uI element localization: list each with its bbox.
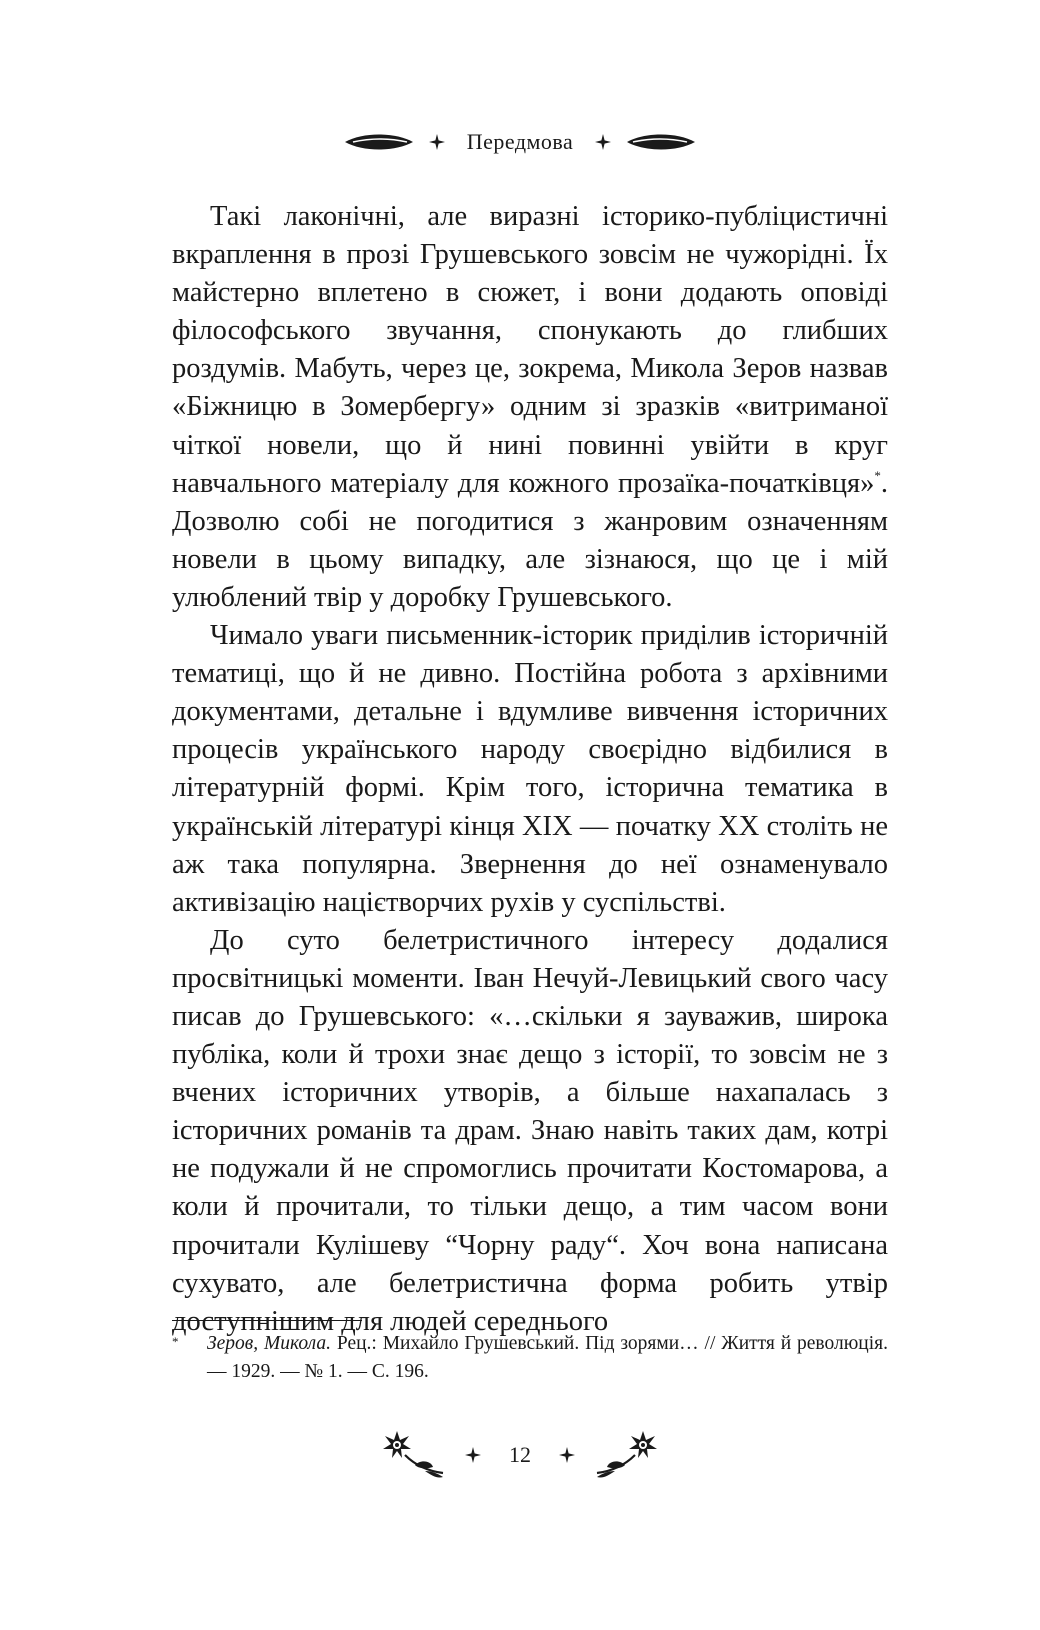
flower-sprig-icon [593,1429,659,1481]
running-header-title: Передмова [466,129,574,154]
footnote-citation: Рец.: Михайло Грушевський. Під зорями… // Життя й революція. — 1929. — № 1. — С. 196. [207,1333,888,1382]
footnote-text [207,1330,888,1386]
star-icon [559,1447,575,1463]
paragraph: Чимало уваги письменник-історик приділив історичній тематиці, що й не дивно. Постійна робота з архівними документами, детальне і вдумливе вивчення історичних процесів українського народу своєрідно відбилися в літературній формі. Крім того, історична тематика в українській літературі кінця XIX — початку XX століть не аж така популярна. Звернення до неї ознаменувало активізацію націєтворчих рухів у суспільстві. [172,620,888,918]
footnote-author: Зеров, Микола. [207,1333,332,1354]
running-header [0,120,1040,164]
flower-sprig-icon [381,1429,447,1481]
leaf-ornament-icon [625,131,697,153]
leaf-ornament-icon [343,131,415,153]
paragraph: До суто белетристичного інтересу додалися просвітницькі моменти. Іван Нечуй-Левицький свого часу писав до Грушевського: «…скільки я зауважив, широка публіка, коли й трохи знає дещо з історії, то зовсім не з вчених історичних утворів, а більше нахапалась з історичних романів та драм. Знаю навіть таких дам, котрі не подужали й не спромоглись прочитати Костомарова, а коли й прочитали, то тільки дещо, а тим часом вони прочитали Кулішеву “Чорну раду“. Хоч вона написана сухувато, але белетристична форма робить утвір доступнішим для людей середнього [172,924,888,1337]
star-icon [465,1447,481,1463]
footnote-reference[interactable]: * [874,467,881,483]
page-footer [0,1420,1040,1490]
paragraph [172,198,888,617]
body-text [172,198,888,1341]
paragraph-text: . Дозволю собі не погодитися з жанровим означенням новели в цьому випадку, але зізнаюся, що це і мій улюблений твір у доробку Грушевського. [172,467,888,613]
footnote [172,1330,888,1386]
star-icon [595,134,611,150]
page-number: 12 [509,1442,531,1467]
footnote-mark: * [172,1334,179,1349]
star-icon [429,134,445,150]
footnote-rule [172,1320,362,1321]
paragraph-text: Такі лаконічні, але виразні історико-публіцистичні вкраплення в прозі Грушевського зовсім не чужорідні. Їх майстерно вплетено в сюжет, і вони додають оповіді філософського звучання, спонукають до глибших роздумів. Мабуть, через це, зокрема, Микола Зеров назвав «Біжницю в Зомербергу» одним зі зразків «витриманої чіткої новели, що й нині повинні увійти в круг навчального матеріалу для кожного прозаїка-початківця» [172,201,888,499]
